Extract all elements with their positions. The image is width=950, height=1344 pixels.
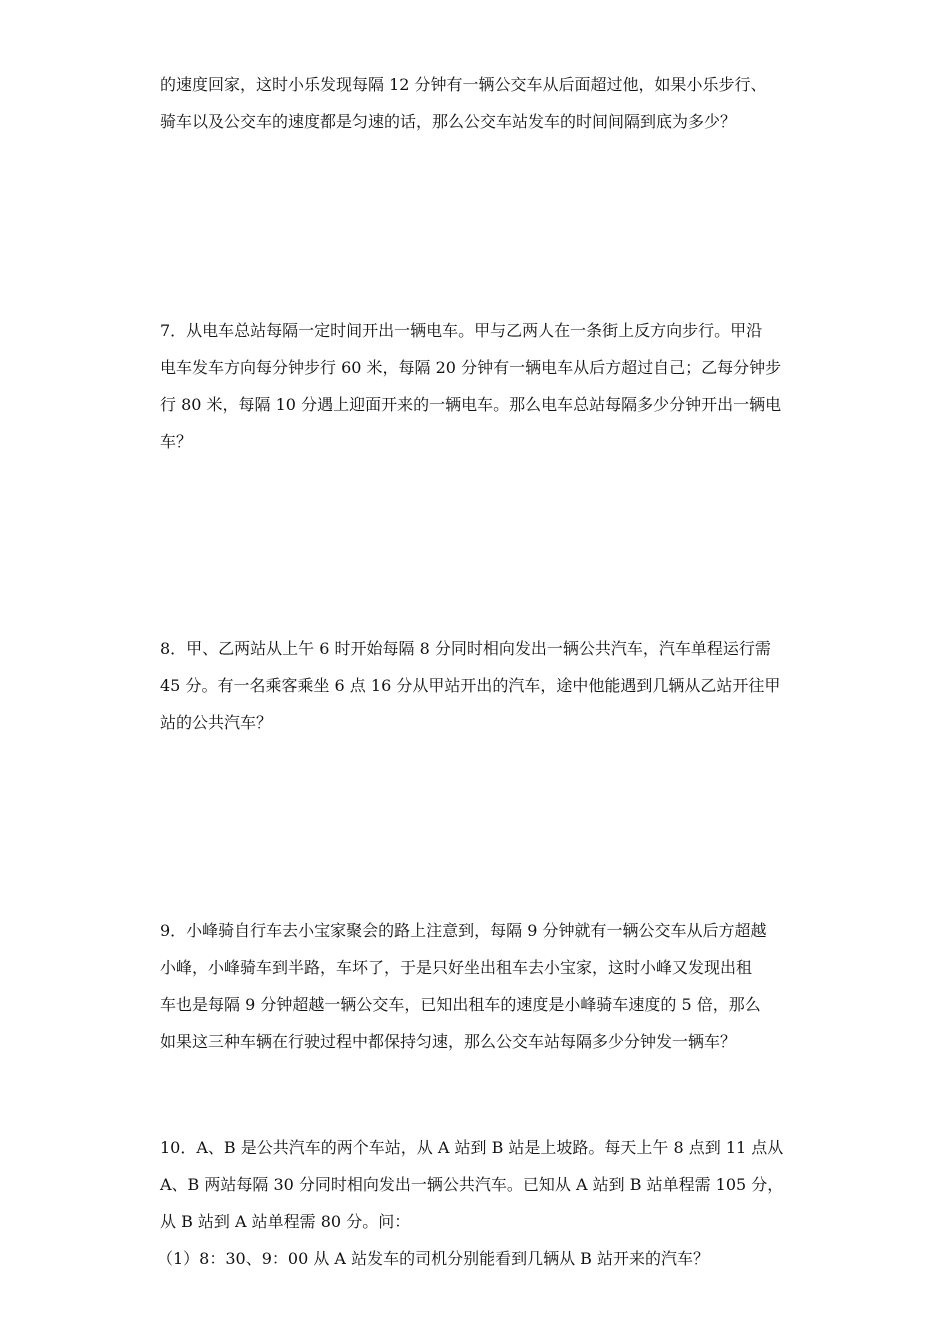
problem-8 bbox=[160, 630, 800, 741]
problem-6-continuation bbox=[160, 66, 800, 140]
text-line: 10．A、B 是公共汽车的两个车站，从 A 站到 B 站是上坡路。每天上午 8 点到 11 点从 bbox=[160, 1138, 784, 1157]
text-line: 9．小峰骑自行车去小宝家聚会的路上注意到，每隔 9 分钟就有一辆公交车从后方超越 bbox=[160, 921, 767, 940]
problem-10 bbox=[160, 1129, 800, 1240]
text-line: 8．甲、乙两站从上午 6 时开始每隔 8 分同时相向发出一辆公共汽车，汽车单程运行需 bbox=[160, 639, 771, 658]
text-line: 站的公共汽车？ bbox=[160, 713, 273, 732]
text-line: 45 分。有一名乘客乘坐 6 点 16 分从甲站开出的汽车，途中他能遇到几辆从乙站开往甲 bbox=[160, 676, 781, 695]
text-line: 小峰，小峰骑车到半路，车坏了，于是只好坐出租车去小宝家，这时小峰又发现出租 bbox=[160, 958, 753, 977]
text-line: 骑车以及公交车的速度都是匀速的话，那么公交车站发车的时间间隔到底为多少？ bbox=[160, 112, 737, 131]
text-line: 的速度回家，这时小乐发现每隔 12 分钟有一辆公交车从后面超过他，如果小乐步行、 bbox=[160, 75, 767, 94]
text-line: 从 B 站到 A 站单程需 80 分。问： bbox=[160, 1212, 411, 1231]
text-line: 如果这三种车辆在行驶过程中都保持匀速，那么公交车站每隔多少分钟发一辆车？ bbox=[160, 1032, 737, 1051]
text-line: 7．从电车总站每隔一定时间开出一辆电车。甲与乙两人在一条街上反方向步行。甲沿 bbox=[160, 321, 763, 340]
text-line: A、B 两站每隔 30 分同时相向发出一辆公共汽车。已知从 A 站到 B 站单程需 105 分， bbox=[160, 1175, 784, 1194]
text-line: 行 80 米，每隔 10 分遇上迎面开来的一辆电车。那么电车总站每隔多少分钟开出一辆电 bbox=[160, 395, 782, 414]
text-line: 车也是每隔 9 分钟超越一辆公交车，已知出租车的速度是小峰骑车速度的 5 倍，那么 bbox=[160, 995, 761, 1014]
text-line: 车？ bbox=[160, 432, 193, 451]
text-line: 电车发车方向每分钟步行 60 米，每隔 20 分钟有一辆电车从后方超过自己；乙每分钟步 bbox=[160, 358, 782, 377]
problem-10-subquestion-1: （1）8：30、9：00 从 A 站发车的司机分别能看到几辆从 B 站开来的汽车？ bbox=[157, 1249, 710, 1268]
problem-7 bbox=[160, 312, 800, 460]
problem-9 bbox=[160, 912, 800, 1060]
